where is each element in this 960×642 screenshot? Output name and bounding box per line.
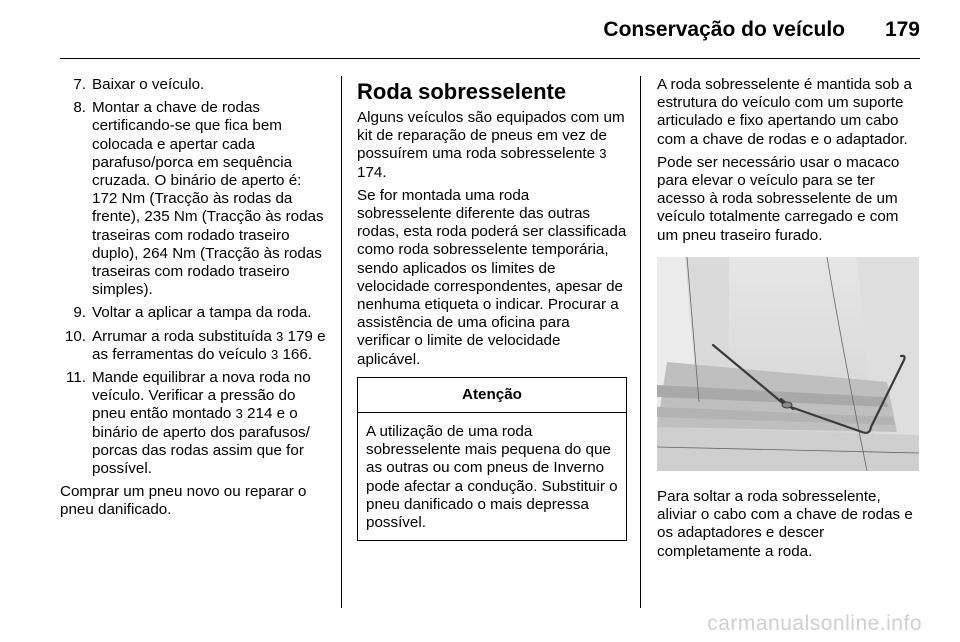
paragraph: Pode ser necessário usar o macaco para elevar o veículo para se ter acesso à roda sobresselente de um veículo totalmente carregado e com um pneu traseiro furado. xyxy=(657,153,900,244)
cross-reference-icon: 3 xyxy=(235,406,243,422)
list-text: Arrumar a roda substituída xyxy=(92,327,272,345)
paragraph: Para soltar a roda sobresselente, aliviar o cabo com a chave de rodas e os adaptadores e descer completamente a roda. xyxy=(657,488,913,560)
cross-reference-icon: 3 xyxy=(276,328,284,344)
page-ref[interactable]: 214 xyxy=(247,405,273,423)
page-ref[interactable]: 174 xyxy=(357,163,383,181)
list-item xyxy=(60,99,328,299)
column-left xyxy=(60,76,328,525)
list-text: Baixar o veículo. xyxy=(92,76,205,93)
list-item xyxy=(60,304,328,322)
page-ref[interactable]: 166 xyxy=(282,345,308,363)
list-item xyxy=(60,328,328,364)
section-heading: Roda sobresselente xyxy=(357,79,567,104)
warning-title: Atenção xyxy=(358,378,626,413)
watermark: carmanualsonline.info xyxy=(707,612,922,635)
list-number: 9. xyxy=(73,304,86,322)
paragraph: Alguns veículos são equipados com um kit de reparação de pneus em vez de possuírem uma roda sobresselente 3 174. xyxy=(357,109,625,181)
column-divider-1 xyxy=(341,76,342,608)
list-text: Montar a chave de rodas certificando-se que fica bem colocada e apertar cada parafuso/porca em sequência cruzada. O binário de aperto é: 172 Nm (Tracção às rodas da frente), 235 Nm (Tracção às rodas traseiras com rodado traseiro duplo), 264 Nm (Tracção às rodas traseiras com rodado traseiro simples). xyxy=(92,99,324,299)
list-text: e o binário de aperto dos parafusos/ porcas das rodas assim que for possível. xyxy=(92,405,310,478)
column-divider-2 xyxy=(640,76,641,608)
page-number: 179 xyxy=(884,18,920,41)
closing-paragraph: Comprar um pneu novo ou reparar o pneu danificado. xyxy=(60,483,307,519)
spare-wheel-illustration xyxy=(657,257,919,471)
warning-text: A utilização de uma roda sobresselente mais pequena do que as outras ou com pneus de Inverno pode afectar a condução. Substituir o pneu danificado o mais depressa possível. xyxy=(366,423,618,532)
header-rule xyxy=(60,58,920,59)
page-ref[interactable]: 179 xyxy=(287,327,313,345)
list-number: 7. xyxy=(73,76,86,93)
paragraph: Se for montada uma roda sobresselente diferente das outras rodas, esta roda poderá ser classificada como roda sobresselente temporária, sendo aplicados os limites de velocidade correspondentes, apesar de nenhuma etiqueta o indicar. Procurar a assistência de uma oficina para verificar o limite de velocidade aplicável. xyxy=(357,186,627,368)
list-number: 8. xyxy=(73,99,86,117)
list-text: e as ferramentas do veículo xyxy=(92,327,326,363)
cross-reference-icon: 3 xyxy=(270,346,279,362)
list-text: . xyxy=(307,345,313,363)
column-middle xyxy=(357,80,627,541)
list-text: Voltar a aplicar a tampa da roda. xyxy=(92,304,312,322)
cross-reference-icon: 3 xyxy=(599,146,607,162)
warning-box xyxy=(357,377,627,541)
list-number: 11. xyxy=(66,369,86,387)
paragraph: A roda sobresselente é mantida sob a estrutura do veículo com um suporte articulado e fixo apertando um cabo com a chave de rodas e o adaptador. xyxy=(657,76,912,148)
list-item xyxy=(60,76,328,94)
list-item xyxy=(60,369,328,478)
column-right xyxy=(657,76,923,566)
list-number: 10. xyxy=(64,327,86,345)
list-text: Mande equilibrar a nova roda no veículo. Verificar a pressão do pneu então montado xyxy=(92,369,311,423)
section-title: Conservação do veículo xyxy=(603,18,845,41)
